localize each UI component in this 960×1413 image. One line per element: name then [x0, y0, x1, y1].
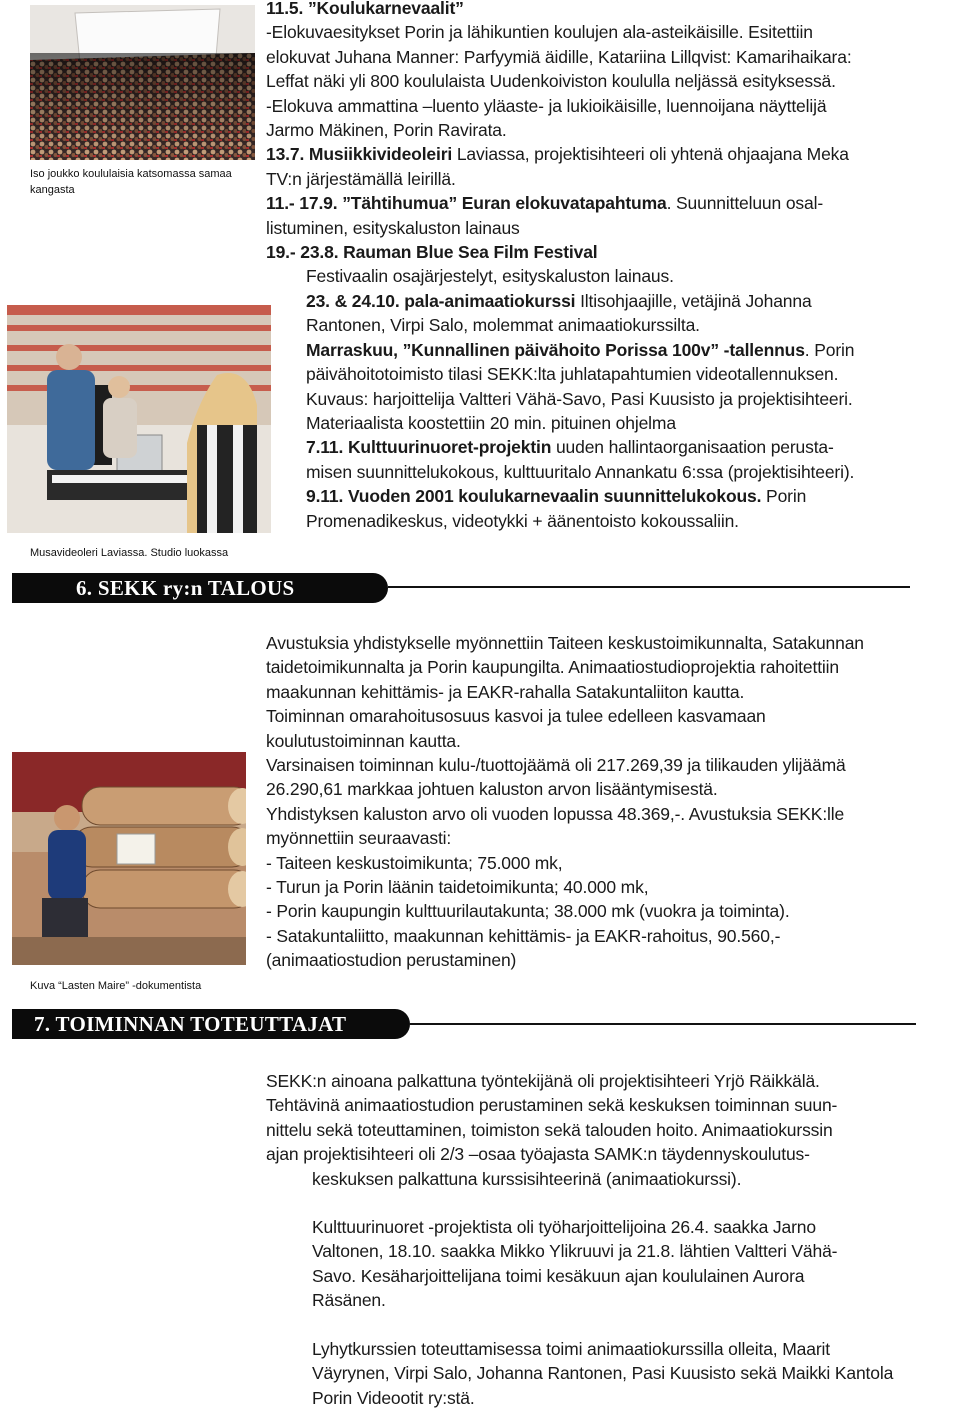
event-title: Kulttuurinuoret-projektin: [347, 437, 552, 458]
event-line: misen suunnittelukokous, kulttuuritalo Annankatu 6:ssa (projektisihteeri).: [306, 461, 855, 482]
event-title: pala-animaatiokurssi: [404, 290, 576, 311]
cinema-audience-photo: [30, 5, 255, 160]
finance-line: Yhdistyksen kaluston arvo oli vuoden lopussa 48.369,-. Avustuksia SEKK:lle: [266, 803, 845, 824]
event-koulukarnevaalit-heading: [266, 0, 960, 20]
staff-line: ajan projektisihteeri oli 2/3 –osaa työajasta SAMK:n täydennyskoulutus-: [266, 1144, 810, 1165]
finance-line: koulutustoiminnan kautta.: [266, 730, 461, 751]
course-staff-line: Porin Videootit ry:stä.: [312, 1387, 475, 1408]
music-video-camp-photo: [7, 305, 271, 533]
event-line: -Elokuva ammattina –luento yläaste- ja lukioikäisille, luennoijana näyttelijä: [266, 95, 827, 116]
grant-list-item: - Satakuntaliitto, maakunnan kehittämis- ja EAKR-rahoitus, 90.560,-: [266, 925, 781, 946]
section-7-para-3: [312, 1337, 960, 1410]
section-7-para-2: [312, 1215, 960, 1313]
event-date: 13.7.: [266, 144, 305, 165]
event-title: Vuoden 2001 koulukarnevaalin suunnittelukokous.: [347, 486, 762, 507]
staff-line: nittelu sekä toteuttaminen, toimiston sekä talouden hoito. Animaatiokurssin: [266, 1119, 833, 1140]
trainee-line: Valtonen, 18.10. saakka Mikko Ylikruuvi ja 21.8. lähtien Valtteri Vähä-: [312, 1241, 838, 1262]
grant-list-item: - Taiteen keskustoimikunta; 75.000 mk,: [266, 852, 563, 873]
course-staff-line: Lyhytkurssien toteuttamisessa toimi animaatiokurssilla olleita, Maarit: [312, 1339, 830, 1359]
section-7-para-1: [266, 1069, 960, 1191]
trainee-line: Savo. Kesäharjoittelijana toimi kesäkuun ajan koululainen Aurora: [312, 1265, 805, 1286]
event-title: Musiikkivideoleiri: [308, 144, 453, 165]
event-line: Festivaalin osajärjestelyt, esityskaluston lainaus.: [306, 266, 674, 287]
cinema-audience-image: [30, 5, 255, 160]
grant-list-item: - Porin kaupungin kulttuurilautakunta; 38.000 mk (vuokra ja toiminta).: [266, 901, 790, 922]
documentary-still-photo: [12, 752, 246, 965]
section-7-heading: [12, 1009, 410, 1039]
event-line: -Elokuvaesitykset Porin ja lähikuntien koulujen ala-asteikäisille. Esitettiin: [266, 22, 813, 43]
event-koulukarnevaali-2001: [306, 484, 960, 508]
trainee-line: Räsänen.: [312, 1290, 386, 1311]
event-line: TV:n järjestämällä leirillä.: [266, 168, 456, 189]
event-line: elokuvat Juhana Manner: Parfyymiä äidille, Katariina Lillqvist: Kamarihaikara:: [266, 46, 852, 67]
section-6-body: [266, 631, 960, 973]
event-text: Laviassa, projektisihteeri oli yhtenä ohjaajana Meka: [456, 144, 849, 165]
event-indented-block: [266, 264, 960, 532]
event-line: Promenadikeskus, videotykki + äänentoisto kokoussaliin.: [306, 510, 739, 531]
section-6-rule: [388, 586, 910, 588]
event-date: 11.- 17.9.: [266, 193, 338, 214]
event-line: Rantonen, Virpi Salo, molemmat animaatiokurssilta.: [306, 315, 700, 336]
section-6-heading: [12, 573, 388, 603]
finance-line: Avustuksia yhdistykselle myönnettiin Taiteen keskustoimikunnalta, Satakunnan: [266, 633, 864, 653]
finance-line: Toiminnan omarahoitusosuus kasvoi ja tulee edelleen kasvamaan: [266, 706, 766, 727]
event-paivahoito: [306, 338, 960, 362]
section-7-rule: [410, 1023, 916, 1025]
event-text: uuden hallintaorganisaation perusta-: [555, 437, 834, 458]
event-date: 9.11.: [306, 486, 344, 507]
finance-line: myönnettiin seuraavasti:: [266, 828, 452, 849]
event-date: 19.- 23.8.: [266, 242, 339, 263]
documentary-still-image: [12, 752, 246, 965]
event-musiikkivideoleiri: [266, 142, 960, 166]
event-pala-animaatio: [306, 289, 960, 313]
event-blue-sea: [266, 240, 960, 264]
event-line: Kuvaus: harjoittelija Valtteri Vähä-Savo, Pasi Kuusisto ja projektisihteeri.: [306, 388, 853, 409]
event-kulttuurinuoret: [306, 435, 960, 459]
event-text: . Porin: [804, 339, 855, 360]
event-text: Porin: [766, 486, 807, 507]
event-line: päivähoitotoimisto tilasi SEKK:lta juhlatapahtumien videotallennuksen.: [306, 364, 839, 385]
music-video-camp-image: [7, 305, 271, 533]
event-title: Rauman Blue Sea Film Festival: [343, 242, 598, 263]
finance-line: Varsinaisen toiminnan kulu-/tuottojäämä oli 217.269,39 ja tilikauden ylijäämä: [266, 755, 846, 776]
event-date: 23. & 24.10.: [306, 290, 400, 311]
event-text: . Suunnitteluun osal-: [666, 193, 823, 214]
photo-caption-documentary: Kuva “Lasten Maire” -dokumentista: [30, 980, 202, 992]
event-title: ”Koulukarnevaalit”: [307, 0, 464, 18]
course-staff-line: Väyrynen, Virpi Salo, Johanna Rantonen, Pasi Kuusisto sekä Maikki Kantola: [312, 1363, 894, 1384]
event-list: [266, 0, 960, 533]
event-line: Materiaalista koostettiin 20 min. pituinen ohjelma: [306, 412, 676, 433]
photo-caption-audience: Iso joukko koululaisia katsomassa samaa kangasta: [30, 168, 232, 196]
finance-line: 26.290,61 markkaa johtuen kaluston arvon lisääntymisestä.: [266, 779, 718, 800]
event-title: Marraskuu, ”Kunnallinen päivähoito Porissa 100v” -tallennus: [306, 339, 805, 360]
event-text: Iltisohjaajille, vetäjinä Johanna: [580, 290, 812, 311]
event-line: Leffat näki yli 800 koululaista Uudenkoiviston koululla neljässä esityksessä.: [266, 71, 836, 92]
section-6-heading-text: 6. SEKK ry:n TALOUS: [76, 576, 295, 600]
event-title: ”Tähtihumua” Euran elokuvatapahtuma: [342, 193, 667, 214]
finance-line: maakunnan kehittämis- ja EAKR-rahalla Satakuntaliiton kautta.: [266, 681, 745, 702]
staff-line: Tehtävinä animaatiostudion perustaminen sekä keskuksen toiminnan suun-: [266, 1095, 838, 1116]
photo-caption-music-video: Musavideoleri Laviassa. Studio luokassa: [30, 547, 229, 559]
staff-line: SEKK:n ainoana palkattuna työntekijänä oli projektisihteeri Yrjö Räikkälä.: [266, 1071, 820, 1091]
event-tahtihumua: [266, 191, 960, 215]
event-date: 7.11.: [306, 437, 344, 458]
grant-list-item: - Turun ja Porin läänin taidetoimikunta; 40.000 mk,: [266, 877, 649, 898]
staff-line: keskuksen palkattuna kurssisihteerinä (animaatiokurssi).: [312, 1168, 742, 1189]
event-line: listuminen, esityskaluston lainaus: [266, 217, 520, 238]
finance-line: taidetoimikunnalta ja Porin kaupungilta. Animaatiostudioprojektia rahoitettiin: [266, 657, 839, 678]
finance-line: (animaatiostudion perustaminen): [266, 950, 517, 971]
section-7-heading-text: 7. TOIMINNAN TOTEUTTAJAT: [34, 1012, 347, 1036]
trainee-line: Kulttuurinuoret -projektista oli työharjoittelijoina 26.4. saakka Jarno: [312, 1217, 816, 1237]
event-line: Jarmo Mäkinen, Porin Ravirata.: [266, 120, 507, 141]
event-date: 11.5.: [266, 0, 304, 18]
